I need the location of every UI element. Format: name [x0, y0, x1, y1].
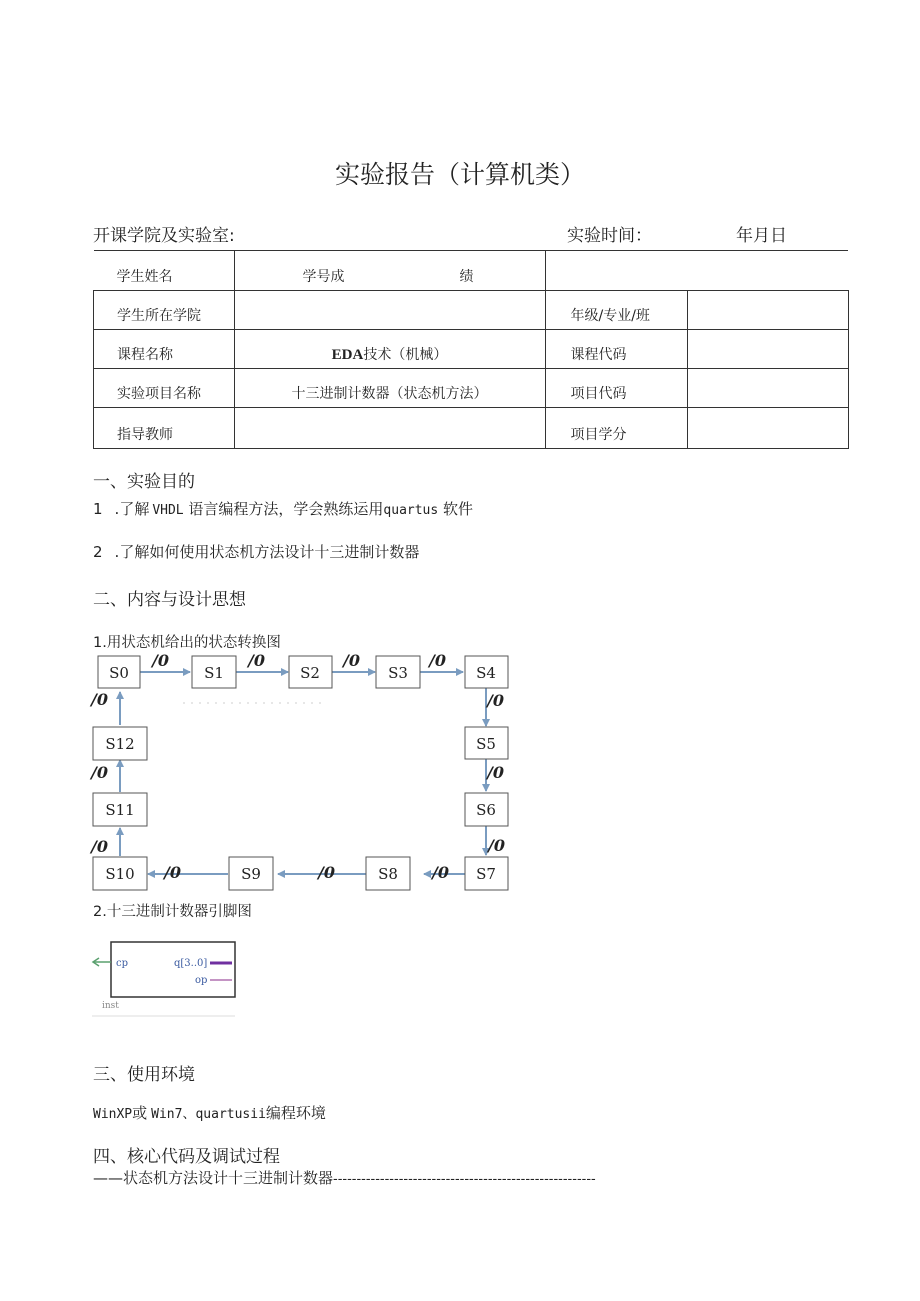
state-s0: S0	[109, 664, 129, 682]
label-s3-s4: /0	[429, 651, 446, 670]
section4-subtitle: ——状态机方法设计十三进制计数器--------------------------------------------------------	[93, 1169, 596, 1187]
course-name-value: EDA技术（机械）	[234, 330, 545, 369]
project-name-value: 十三进制计数器（状态机方法）	[234, 369, 545, 408]
college-label: 开课学院及实验室:	[93, 226, 235, 246]
state-s10: S10	[105, 865, 135, 883]
time-label: 实验时间：	[567, 226, 652, 246]
state-s5: S5	[476, 735, 496, 753]
section1-heading: 一、实验目的	[93, 472, 195, 492]
project-credit-label: 项目学分	[545, 408, 687, 449]
section2-heading: 二、内容与设计思想	[93, 590, 246, 610]
student-college-value	[234, 291, 545, 330]
section3-heading: 三、使用环境	[93, 1065, 195, 1085]
state-s1: S1	[204, 664, 224, 682]
state-s12: S12	[105, 735, 135, 753]
pin-q: q[3..0]	[174, 958, 208, 969]
label-s10-s11: /0	[91, 837, 108, 856]
state-s2: S2	[300, 664, 320, 682]
fig2-caption: 2.十三进制计数器引脚图	[93, 904, 252, 920]
course-name-label: 课程名称	[94, 330, 235, 369]
state-s3: S3	[388, 664, 408, 682]
transition-arrows	[120, 672, 486, 874]
dashed-rule: --------------------------------------------------------	[333, 1172, 596, 1187]
pin-cp: cp	[116, 958, 129, 969]
page-title: 实验报告（计算机类）	[334, 160, 585, 189]
state-s9: S9	[241, 865, 261, 883]
project-credit-value	[687, 408, 848, 449]
objective-item-1: 1 .了解 VHDL 语言编程方法，学会熟练运用quartus 软件	[93, 500, 473, 518]
student-college-label: 学生所在学院	[94, 291, 235, 330]
teacher-value	[234, 408, 545, 449]
label-s8-s9: /0	[318, 863, 335, 882]
label-s4-s5: /0	[487, 691, 504, 710]
label-s11-s12: /0	[91, 763, 108, 782]
grade-value-cell	[545, 251, 848, 291]
grade-major-class-label: 年级/专业/班	[545, 291, 687, 330]
info-table	[93, 250, 849, 449]
objective-item-2: 2 .了解如何使用状态机方法设计十三进制计数器	[93, 543, 420, 561]
state-s8: S8	[378, 865, 398, 883]
teacher-label: 指导教师	[94, 408, 235, 449]
fig1-caption: 1.用状态机给出的状态转换图	[93, 635, 281, 651]
state-diagram	[88, 648, 520, 898]
label-s0-s1: /0	[152, 651, 169, 670]
state-s7: S7	[476, 865, 496, 883]
label-s7-s8: /0	[432, 863, 449, 882]
pin-block	[111, 942, 235, 997]
label-s12-s0: /0	[91, 690, 108, 709]
grade-major-class-value	[687, 291, 848, 330]
project-name-label: 实验项目名称	[94, 369, 235, 408]
state-s6: S6	[476, 801, 496, 819]
label-s1-s2: /0	[248, 651, 265, 670]
date-suffix: 年月日	[736, 226, 787, 246]
label-s5-s6: /0	[487, 763, 504, 782]
label-s9-s10: /0	[164, 863, 181, 882]
pin-op: op	[195, 975, 208, 986]
project-code-value	[687, 369, 848, 408]
student-name-label: 学生姓名	[94, 251, 235, 291]
label-s6-s7: /0	[488, 836, 505, 855]
course-code-label: 课程代码	[545, 330, 687, 369]
project-code-label: 项目代码	[545, 369, 687, 408]
state-s11: S11	[105, 801, 135, 819]
pin-inst: inst	[102, 1001, 119, 1011]
environment-text: WinXP或 Win7、quartusii编程环境	[93, 1104, 326, 1122]
label-s2-s3: /0	[343, 651, 360, 670]
student-id-grade-cell: 学号成 绩	[234, 251, 545, 291]
course-code-value	[687, 330, 848, 369]
state-s4: S4	[476, 664, 496, 682]
section4-heading: 四、核心代码及调试过程	[93, 1147, 280, 1167]
pin-diagram	[90, 936, 240, 1020]
